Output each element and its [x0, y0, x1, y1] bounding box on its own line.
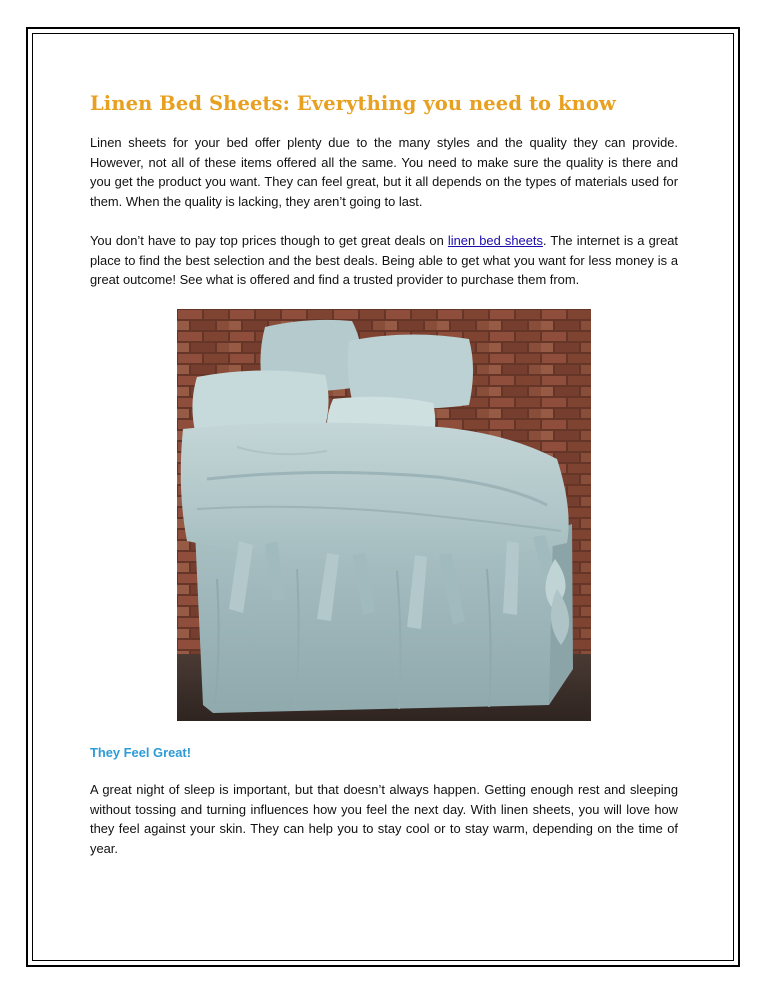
section-heading-they-feel-great: They Feel Great! — [90, 744, 192, 760]
linen-bed-sheets-link[interactable]: linen bed sheets — [447, 232, 543, 248]
paragraph-deals-text-start: You don’t have to pay top prices though to get great deals on — [90, 232, 448, 248]
paragraph-deals-text-end: . The internet is a great place to find the best selection and the best deals. Being able to get what you want for less money is a great outcome! See what is offered and find a trusted provider to purchase them from. — [90, 232, 678, 288]
paragraph-deals — [90, 231, 678, 290]
article-title: Linen Bed Sheets: Everything you need to know — [90, 92, 616, 115]
paragraph-sleep: A great night of sleep is important, but that doesn’t always happen. Getting enough rest and sleeping without tossing and turning influences how you feel the next day. With linen sheets, you will love how they feel against your skin. They can help you to stay cool or to stay warm, depending on the time of year. — [90, 781, 678, 857]
article-body — [90, 92, 678, 859]
paragraph-intro: Linen sheets for your bed offer plenty due to the many styles and the quality they can provide. However, not all of these items offered all the same. You need to make sure the quality is there and you get the product you want. They can feel great, but it all depends on the types of materials used for them. When the quality is lacking, they aren’t going to last. — [90, 135, 678, 210]
bed-photo-illustration — [177, 309, 591, 721]
bed-photo — [177, 309, 591, 721]
